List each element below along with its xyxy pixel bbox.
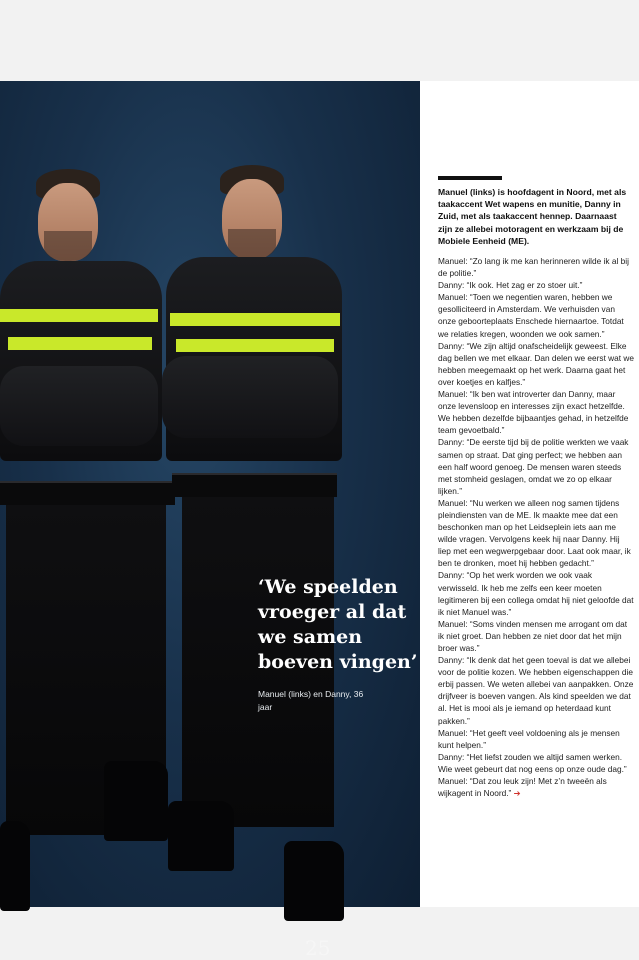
paragraph: Manuel: “Het geeft veel voldoening als je mensen kunt helpen.” — [438, 727, 620, 750]
boot-right-2 — [284, 841, 344, 921]
paragraph-last-text: Manuel: “Dat zou leuk zijn! Met z’n tweeën als wijkagent in Noord.” — [438, 776, 607, 799]
paragraph: Danny: “De eerste tijd bij de politie werkten we vaak samen op straat. Dat ging perfect; we hebben aan een half woord genoeg. De mensen waren steeds met stomheid geslagen, omdat we zo op elkaar lijken.” — [438, 437, 629, 496]
arms-right — [162, 356, 338, 438]
text-column — [420, 81, 639, 907]
beard-right — [228, 229, 276, 259]
article-photo — [0, 81, 420, 960]
intro-paragraph: Manuel (links) is hoofdagent in Noord, met als taakaccent Wet wapens en munitie, Danny in Zuid, met als taakaccent hennep. Daarnaast zijn ze allebei motoragent en werkzaam bij de Mobiele Eenheid (ME). — [438, 187, 627, 246]
paragraph: Danny: “Op het werk worden we ook vaak verwisseld. Ik heb me zelfs een keer moeten legitimeren bij een collega omdat hij niet geloofde dat ik niet Manuel was.” — [438, 570, 634, 617]
officer-right-figure — [0, 81, 420, 907]
page-number: 25 — [305, 936, 331, 960]
belt-right — [172, 473, 337, 497]
pull-quote: ‘We speelden vroeger al dat we samen boeven vingen’ — [258, 576, 418, 673]
paragraph: Manuel: “Nu werken we alleen nog samen tijdens pleindiensten van de ME. Ik maakte mee dat een beschonken man op het Leidseplein iets aan me wilde vragen. Vervolgens keek hij naar Danny. Hij liep met een wegwerpgebaar door. Laat ook maar, ik ben te dronken, moet hij hebben gedacht.” — [438, 497, 631, 569]
photo-caption: Manuel (links) en Danny, 36 jaar — [258, 689, 364, 712]
paragraph: Manuel: “Zo lang ik me kan herinneren wilde ik al bij de politie.” — [438, 256, 629, 279]
paragraph: Manuel: “Soms vinden mensen me arrogant om dat ik niet groet. Dan hebben ze niet door dat het mijn broer was.” — [438, 618, 628, 653]
stripe-right-1 — [170, 313, 340, 326]
paragraph: Manuel: “Ik ben wat introverter dan Danny, maar onze levensloop en interesses zijn exact hetzelfde. We hebben dezelfde bijbaantjes gehad, in hetzelfde team gevoetbald.” — [438, 389, 629, 436]
paragraph: Danny: “Ik ook. Het zag er zo stoer uit.” — [438, 280, 583, 291]
paragraph: Danny: “Het liefst zouden we altijd samen werken. Wie weet gebeurt dat nog eens op onze oude dag.” — [438, 751, 627, 774]
stripe-right-2 — [176, 339, 334, 352]
interview-body — [438, 255, 634, 799]
section-rule — [438, 176, 502, 180]
paragraph: Danny: “Ik denk dat het geen toeval is dat we allebei voor de politie kozen. We hebben eigenschappen die erbij passen. We weten allebei van aanpakken. Onze drijfveer is boeven vangen. Als kind speelden we dat al. Het is mooi als je iemand op heterdaad kunt pakken.” — [438, 655, 634, 726]
end-arrow-icon: ➔ — [513, 788, 521, 799]
boot-right-1 — [168, 801, 234, 871]
paragraph: Manuel: “Toen we negentien waren, hebben we gesolliciteerd in Amsterdam. We verhuisden van onze geboorteplaats Enschede hiernaartoe. Totdat we relaties kregen, woonden we ook samen.” — [438, 292, 624, 339]
paragraph: Danny: “We zijn altijd onafscheidelijk geweest. Elke dag bellen we met elkaar. Dan delen we eerst wat we hebben meegemaakt op het werk. Daarna gaat het over koetjes en kalfjes.” — [438, 340, 635, 387]
paragraph-last — [438, 775, 634, 799]
